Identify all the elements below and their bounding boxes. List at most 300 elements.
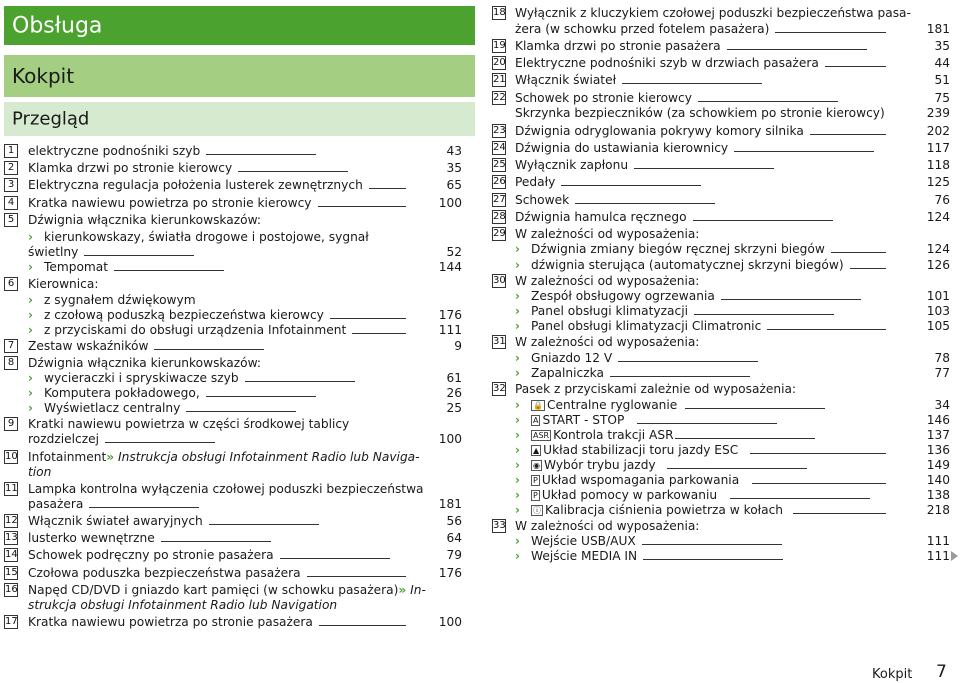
entry-text[interactable] [28, 530, 155, 547]
entry-label: z czołową poduszką bezpieczeństwa kierowcy [44, 308, 324, 322]
entry-label: świetlny [28, 245, 79, 259]
page-reference[interactable]: 103 [926, 304, 950, 318]
entry-text[interactable] [28, 513, 203, 530]
entry-text[interactable] [28, 464, 51, 481]
entry-label: Dźwignia włącznika kierunkowskazów: [28, 356, 261, 370]
page-reference[interactable]: 218 [926, 503, 950, 517]
entry-label: Wyłącznik z kluczykiem czołowej poduszki bezpieczeństwa pasa- [515, 6, 911, 20]
entry-label: Kratka nawiewu powietrza po stronie kierowcy [28, 196, 312, 210]
entry-label: Włącznik świateł [515, 73, 617, 87]
index-entry [492, 381, 950, 398]
footer-section: Kokpit [872, 667, 913, 682]
leader-line [727, 49, 867, 50]
entry-label: Elektryczne podnośniki szyb w drzwiach pasażera [515, 56, 819, 70]
entry-text[interactable] [28, 195, 312, 212]
callout-number: 4 [4, 196, 18, 210]
esc-icon: ▲ [533, 446, 540, 455]
page-reference[interactable]: 100 [438, 196, 462, 210]
index-entry [492, 192, 950, 209]
index-entry-line [492, 548, 950, 565]
leader-line [209, 524, 319, 525]
chevron-right-icon: › [28, 401, 33, 415]
entry-text[interactable] [531, 257, 844, 274]
callout-number: 31 [493, 336, 506, 347]
entry-text[interactable] [44, 259, 108, 276]
entry-label: Klamka drzwi po stronie kierowcy [28, 161, 233, 175]
index-entry [492, 38, 950, 55]
chevron-right-icon: › [515, 242, 520, 256]
chevron-right-icon: › [28, 386, 33, 400]
page-reference[interactable]: 101 [926, 289, 950, 303]
callout-number: 30 [493, 275, 506, 286]
chevron-right-icon: › [515, 304, 520, 318]
page-reference[interactable]: 100 [438, 615, 462, 629]
callout-number: 25 [493, 159, 506, 170]
leader-line [730, 498, 870, 499]
leader-line [318, 206, 406, 207]
manual-reference[interactable]: tion [28, 465, 52, 479]
section-banner [4, 55, 475, 97]
page-reference[interactable]: 76 [934, 193, 950, 207]
entry-text[interactable] [28, 338, 148, 355]
entry-text[interactable] [28, 276, 98, 293]
page-reference[interactable]: 43 [446, 144, 462, 158]
entry-label: Schowek po stronie kierowcy [515, 91, 692, 105]
entry-label: Zespół obsługowy ogrzewania [531, 289, 715, 303]
chevron-right-icon: › [515, 289, 520, 303]
reference-arrow: » [398, 583, 407, 597]
index-entry-line [492, 257, 950, 274]
entry-label: Zestaw wskaźników [28, 339, 149, 353]
callout-number: 32 [493, 383, 506, 394]
entry-label: dźwignia sterująca (automatycznej skrzyni biegów) [531, 258, 844, 272]
chevron-right-icon: › [515, 258, 520, 272]
entry-label: Lampka kontrolna wyłączenia czołowej poduszki bezpieczeństwa [28, 482, 424, 496]
index-entry-line [4, 597, 462, 614]
callout-number: 10 [5, 451, 18, 462]
page-reference[interactable]: 124 [926, 242, 950, 256]
leader-line [622, 83, 762, 84]
callout-number: 8 [4, 356, 18, 370]
leader-line [369, 188, 406, 189]
page-reference[interactable]: 181 [926, 22, 950, 36]
entry-text[interactable] [515, 174, 555, 191]
leader-line [775, 32, 886, 33]
index-entry-line [492, 105, 950, 122]
chevron-right-icon: › [515, 458, 520, 472]
page-reference[interactable]: 111 [926, 534, 950, 548]
callout-number: 33 [493, 520, 506, 531]
entry-label: Kontrola trakcji ASR [553, 428, 674, 442]
entry-text[interactable] [515, 21, 769, 38]
index-entry [4, 195, 462, 212]
entry-text[interactable] [515, 5, 911, 22]
leader-line [161, 541, 271, 542]
entry-text[interactable] [28, 597, 337, 614]
leader-line [307, 576, 406, 577]
page-reference[interactable]: 111 [438, 323, 462, 337]
chevron-right-icon: › [28, 371, 33, 385]
entry-text[interactable] [44, 400, 180, 417]
leader-line [694, 314, 834, 315]
callout-number: 3 [4, 178, 18, 192]
callout-number: 27 [493, 194, 506, 205]
entry-text[interactable] [531, 241, 825, 258]
page-reference[interactable]: 79 [446, 548, 462, 562]
leader-line [810, 134, 886, 135]
manual-reference[interactable]: In- [406, 583, 426, 597]
leader-line [84, 255, 194, 256]
index-entry [4, 160, 462, 177]
entry-text[interactable] [28, 160, 232, 177]
index-entry-line [4, 400, 462, 417]
entry-label: Dźwignia hamulca ręcznego [515, 210, 687, 224]
chapter-title: Obsługa [12, 13, 103, 38]
index-entry-line [492, 318, 950, 335]
callout-number: 2 [4, 161, 18, 175]
index-entry [492, 140, 950, 157]
leader-line [637, 423, 777, 424]
leader-line [280, 558, 390, 559]
leader-line [186, 411, 296, 412]
entry-label: Kierownica: [28, 277, 99, 291]
entry-label: W zależności od wyposażenia: [515, 335, 700, 349]
leader-line [752, 483, 886, 484]
page-reference[interactable]: 124 [926, 210, 950, 224]
entry-label: lusterko wewnętrzne [28, 531, 155, 545]
entry-text[interactable] [515, 38, 721, 55]
entry-label: z przyciskami do obsługi urządzenia Infotainment [44, 323, 347, 337]
leader-line [643, 559, 783, 560]
chevron-right-icon: › [515, 366, 520, 380]
callout-number: 14 [5, 549, 18, 560]
entry-label: z sygnałem dźwiękowym [44, 293, 196, 307]
index-entry [4, 177, 462, 194]
entry-label: Komputera pokładowego, [44, 386, 200, 400]
index-entry [4, 565, 462, 582]
page-reference[interactable]: 75 [934, 91, 950, 105]
entry-label: START - STOP [542, 413, 625, 427]
entry-text[interactable] [28, 614, 313, 631]
entry-text[interactable] [515, 55, 819, 72]
page-reference[interactable]: 26 [446, 386, 462, 400]
callout-number: 24 [493, 142, 506, 153]
leader-line [89, 507, 199, 508]
leader-line [750, 453, 886, 454]
page-reference[interactable]: 100 [438, 432, 462, 446]
callout-number: 23 [493, 125, 506, 136]
index-entry-line [4, 259, 462, 276]
page-reference[interactable]: 140 [926, 473, 950, 487]
chevron-right-icon: › [28, 323, 33, 337]
leader-line [114, 270, 224, 271]
page-reference[interactable]: 176 [438, 566, 462, 580]
entry-text[interactable] [531, 502, 783, 519]
entry-text[interactable] [28, 177, 363, 194]
parking-aid-icon: P [533, 491, 538, 500]
page-reference[interactable]: 77 [934, 366, 950, 380]
leader-line [767, 329, 886, 330]
leader-line [698, 101, 838, 102]
page-reference[interactable]: 61 [446, 371, 462, 385]
tyre-pressure-icon: ⓘ [533, 506, 541, 515]
index-entry-line [4, 322, 462, 339]
page-reference[interactable]: 9 [454, 339, 462, 353]
entry-label: Schowek podręczny po stronie pasażera [28, 548, 274, 562]
leader-line [330, 318, 406, 319]
page-reference[interactable]: 138 [926, 488, 950, 502]
index-entry [4, 276, 462, 293]
callout-number: 6 [4, 277, 18, 291]
chevron-right-icon: › [515, 473, 520, 487]
continue-arrow-icon [951, 551, 958, 561]
entry-text[interactable] [515, 192, 569, 209]
chevron-right-icon: › [515, 534, 520, 548]
entry-text[interactable] [44, 322, 346, 339]
callout-number: 5 [4, 213, 18, 227]
callout-number: 11 [5, 483, 18, 494]
page-reference[interactable]: 181 [438, 497, 462, 511]
page-reference[interactable]: 44 [934, 56, 950, 70]
index-entry [492, 174, 950, 191]
chevron-right-icon: › [28, 293, 33, 307]
page-reference[interactable]: 65 [446, 178, 462, 192]
chapter-banner [4, 6, 475, 45]
index-entry [492, 157, 950, 174]
page-reference[interactable]: 52 [446, 245, 462, 259]
entry-label: Dźwignia włącznika kierunkowskazów: [28, 213, 261, 227]
entry-text[interactable] [515, 140, 728, 157]
callout-number: 7 [4, 339, 18, 353]
leader-line [245, 381, 355, 382]
entry-text[interactable] [531, 318, 761, 335]
callout-number: 1 [4, 144, 18, 158]
leader-line [693, 220, 833, 221]
entry-label: Układ stabilizacji toru jazdy ESC [543, 443, 739, 457]
chevron-right-icon: › [515, 549, 520, 563]
entry-label: Dźwignia odryglowania pokrywy komory silnika [515, 124, 804, 138]
entry-label: Dźwignia zmiany biegów ręcznej skrzyni biegów [531, 242, 825, 256]
page-reference[interactable]: 136 [926, 443, 950, 457]
entry-text[interactable] [28, 431, 99, 448]
page-reference[interactable]: 176 [438, 308, 462, 322]
page-reference[interactable]: 64 [446, 531, 462, 545]
entry-text[interactable] [28, 496, 83, 513]
index-entry-line [4, 496, 462, 513]
page-reference[interactable]: 25 [446, 401, 462, 415]
page-reference[interactable]: 56 [446, 514, 462, 528]
page-reference[interactable]: 111 [926, 549, 950, 563]
entry-label: Układ wspomagania parkowania [541, 473, 740, 487]
reference-arrow: » [106, 450, 115, 464]
callout-number: 15 [5, 567, 18, 578]
callout-number: 9 [4, 417, 18, 431]
entry-label: Wyłącznik zapłonu [515, 158, 629, 172]
footer-page-number: 7 [936, 662, 947, 682]
leader-line [618, 361, 758, 362]
chevron-right-icon: › [28, 230, 33, 244]
entry-label: Czołowa poduszka bezpieczeństwa pasażera [28, 566, 301, 580]
entry-text[interactable] [28, 143, 200, 160]
callout-number: 12 [5, 515, 18, 526]
leader-line [610, 376, 750, 377]
index-entry [4, 212, 462, 229]
drive-mode-icon: ◉ [533, 461, 540, 470]
entry-text[interactable] [515, 123, 804, 140]
leader-line [561, 185, 701, 186]
asr-off-icon: ASR [533, 431, 550, 440]
entry-label: wycieraczki i spryskiwacze szyb [44, 371, 239, 385]
leader-line [667, 468, 807, 469]
lock-icon: 🔒 [533, 401, 543, 410]
page-reference[interactable]: 126 [926, 258, 950, 272]
index-entry-line [492, 502, 950, 519]
entry-label: W zależności od wyposażenia: [515, 274, 700, 288]
page-reference[interactable]: 239 [926, 106, 950, 120]
callout-number: 28 [493, 211, 506, 222]
leader-line [642, 544, 782, 545]
leader-line [105, 442, 215, 443]
chevron-right-icon: › [515, 351, 520, 365]
index-entry [4, 614, 462, 631]
index-entry-line [492, 241, 950, 258]
entry-label: Zapalniczka [531, 366, 604, 380]
entry-text[interactable] [28, 212, 261, 229]
entry-label: Pasek z przyciskami zależnie od wyposażenia: [515, 382, 797, 396]
callout-number: 13 [5, 532, 18, 543]
index-entry [492, 334, 950, 351]
entry-label: rozdzielczej [28, 432, 99, 446]
entry-text[interactable] [28, 565, 301, 582]
chevron-right-icon: › [28, 308, 33, 322]
chevron-right-icon: › [515, 443, 520, 457]
chevron-right-icon: › [515, 428, 520, 442]
entry-label: Elektryczna regulacja położenia lusterek zewnętrznych [28, 178, 363, 192]
index-entry [4, 143, 462, 160]
entry-label: Wejście USB/AUX [531, 534, 636, 548]
page-reference[interactable]: 146 [926, 413, 950, 427]
entry-text[interactable] [515, 157, 628, 174]
chevron-right-icon: › [515, 413, 520, 427]
leader-line [721, 299, 861, 300]
entry-text[interactable] [515, 105, 885, 122]
page-reference[interactable]: 78 [934, 351, 950, 365]
entry-label: kierunkowskazy, światła drogowe i postojowe, sygnał [44, 230, 369, 244]
page-reference[interactable]: 35 [446, 161, 462, 175]
entry-label: elektryczne podnośniki szyb [28, 144, 201, 158]
leader-line [825, 66, 886, 67]
entry-label: pasażera [28, 497, 84, 511]
callout-number: 21 [493, 74, 506, 85]
index-entry [4, 530, 462, 547]
entry-label: Panel obsługi klimatyzacji Climatronic [531, 319, 762, 333]
entry-text[interactable] [515, 381, 796, 398]
page-reference[interactable]: 34 [934, 398, 950, 412]
leader-line [685, 408, 825, 409]
entry-label: Panel obsługi klimatyzacji [531, 304, 688, 318]
page-reference[interactable]: 117 [926, 141, 950, 155]
entry-text[interactable] [531, 548, 637, 565]
chevron-right-icon: › [515, 488, 520, 502]
index-entry [4, 547, 462, 564]
index-entry-line [4, 431, 462, 448]
leader-line [319, 625, 406, 626]
chevron-right-icon: › [515, 319, 520, 333]
chevron-right-icon: › [515, 398, 520, 412]
page-reference[interactable]: 149 [926, 458, 950, 472]
entry-label: Gniazdo 12 V [531, 351, 613, 365]
index-entry [4, 513, 462, 530]
entry-label: Infotainment [28, 450, 107, 464]
index-entry [492, 209, 950, 226]
callout-number: 16 [5, 584, 18, 595]
page-reference[interactable]: 35 [934, 39, 950, 53]
entry-label: Pedały [515, 175, 556, 189]
entry-label: Włącznik świateł awaryjnych [28, 514, 203, 528]
entry-label: Wyświetlacz centralny [44, 401, 181, 415]
callout-number: 18 [493, 7, 506, 18]
entry-label: Dźwignia do ustawiania kierownicy [515, 141, 729, 155]
entry-label: Kalibracja ciśnienia powietrza w kołach [545, 503, 784, 517]
index-entry-line [492, 21, 950, 38]
entry-label: Tempomat [44, 260, 109, 274]
page-reference[interactable]: 202 [926, 124, 950, 138]
index-entry [492, 5, 950, 22]
page-reference[interactable]: 137 [926, 428, 950, 442]
page-reference[interactable]: 125 [926, 175, 950, 189]
leader-line [675, 438, 815, 439]
entry-label: Wybór trybu jazdy [543, 458, 656, 472]
park-assist-icon: P [533, 476, 538, 485]
entry-label: W zależności od wyposażenia: [515, 519, 700, 533]
index-entry-line [4, 464, 462, 481]
chevron-right-icon: › [515, 503, 520, 517]
entry-label: Napęd CD/DVD i gniazdo kart pamięci (w schowku pasażera) [28, 583, 399, 597]
manual-reference[interactable]: strukcja obsługi Infotainment Radio lub Navigation [28, 598, 338, 612]
leader-line [734, 151, 874, 152]
manual-reference[interactable]: Instrukcja obsługi Infotainment Radio lub Naviga- [114, 450, 420, 464]
entry-label: Kratka nawiewu powietrza po stronie pasażera [28, 615, 313, 629]
entry-text[interactable] [515, 72, 616, 89]
index-entry [492, 55, 950, 72]
page-reference[interactable]: 105 [926, 319, 950, 333]
leader-line [575, 203, 715, 204]
page-reference[interactable]: 51 [934, 73, 950, 87]
page-reference[interactable]: 144 [438, 260, 462, 274]
index-entry [492, 72, 950, 89]
callout-number: 29 [493, 228, 506, 239]
callout-number: 26 [493, 176, 506, 187]
entry-text[interactable] [515, 209, 687, 226]
entry-label: Schowek [515, 193, 570, 207]
entry-label: Kratki nawiewu powietrza w części środkowej tablicy [28, 417, 350, 431]
entry-text[interactable] [28, 547, 274, 564]
callout-number: 20 [493, 57, 506, 68]
callout-number: 19 [493, 40, 506, 51]
entry-label: W zależności od wyposażenia: [515, 227, 700, 241]
callout-number: 22 [493, 92, 506, 103]
callout-number: 17 [5, 616, 18, 627]
page-reference[interactable]: 118 [926, 158, 950, 172]
entry-text[interactable] [515, 334, 699, 351]
subsection-banner [4, 102, 475, 136]
index-entry-line [492, 365, 950, 382]
entry-label: Klamka drzwi po stronie pasażera [515, 39, 721, 53]
entry-label: Układ pomocy w parkowaniu [541, 488, 718, 502]
entry-text[interactable] [531, 365, 604, 382]
entry-label: żera (w schowku przed fotelem pasażera) [515, 22, 770, 36]
leader-line [238, 171, 348, 172]
